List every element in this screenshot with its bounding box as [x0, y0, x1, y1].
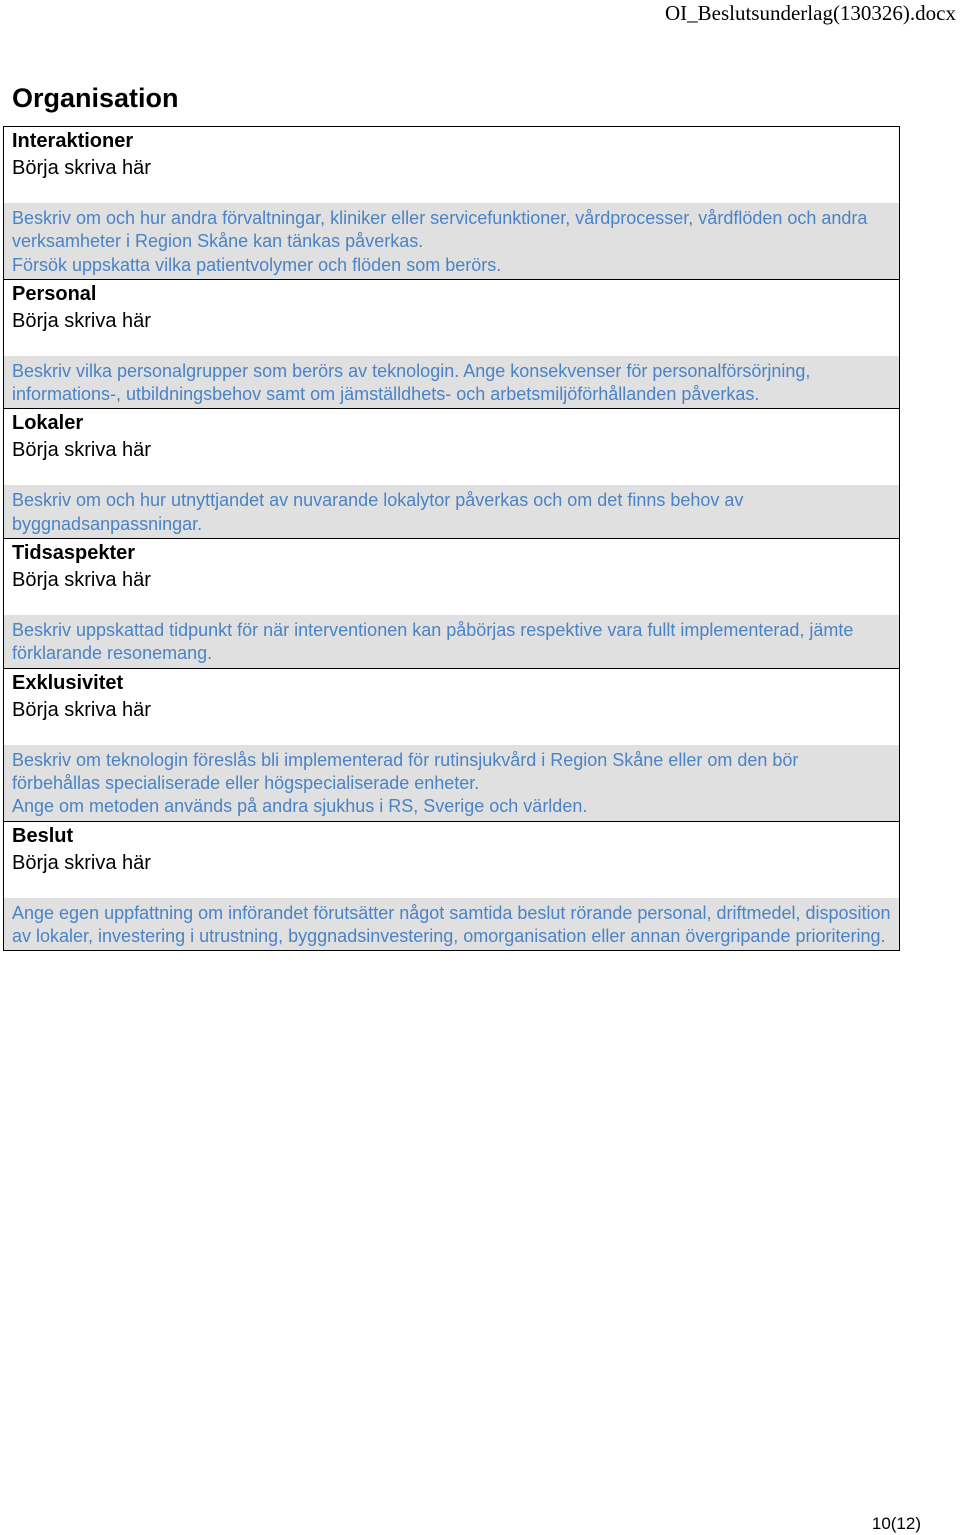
- block-label: Interaktioner: [12, 130, 134, 152]
- organisation-form: [3, 126, 900, 951]
- instruction-text: Ange egen uppfattning om införandet förutsätter något samtida beslut rörande personal, driftmedel, disposition av lokaler, investering i utrustning, byggnadsinvestering, omorganisation eller annan övergripande prioritering.: [4, 898, 899, 951]
- document-filename: OI_Beslutsunderlag(130326).docx: [664, 1, 956, 25]
- instruction-text: Beskriv om teknologin föreslås bli implementerad för rutinsjukvård i Region Skåne eller om den bör förbehållas specialiserade eller högspecialiserade enheter. Ange om metoden används på andra sjukhus i RS, Sverige och världen.: [4, 745, 899, 821]
- block-personal: [4, 280, 899, 410]
- block-interaktioner: [4, 127, 899, 280]
- instruction-text: Beskriv om och hur andra förvaltningar, kliniker eller servicefunktioner, vårdprocesser, vårdflöden och andra verksamheter i Region Skåne kan tänkas påverkas. Försök uppskatta vilka patientvolymer och flöden som berörs.: [4, 203, 899, 279]
- block-tidsaspekter: [4, 539, 899, 669]
- block-label: Lokaler: [12, 412, 84, 435]
- block-label: Beslut: [12, 824, 74, 847]
- block-beslut: [4, 822, 899, 952]
- text-input-field[interactable]: Börja skriva här: [12, 309, 151, 332]
- block-label: Tidsaspekter: [12, 542, 136, 565]
- page-number: 10(12): [871, 1514, 921, 1533]
- text-input-field[interactable]: Börja skriva här: [12, 439, 151, 462]
- text-input-field[interactable]: Börja skriva här: [12, 698, 151, 721]
- block-label: Exklusivitet: [12, 671, 124, 694]
- instruction-text: Beskriv uppskattad tidpunkt för när interventionen kan påbörjas respektive vara fullt implementerad, jämte förklarande resonemang.: [4, 615, 899, 668]
- block-label: Personal: [12, 282, 97, 305]
- block-lokaler: [4, 409, 899, 539]
- block-exklusivitet: [4, 669, 899, 822]
- section-title: Organisation: [12, 83, 179, 113]
- instruction-text: Beskriv om och hur utnyttjandet av nuvarande lokalytor påverkas och om det finns behov av byggnadsanpassningar.: [4, 485, 899, 538]
- instruction-text: Beskriv vilka personalgrupper som berörs av teknologin. Ange konsekvenser för personalförsörjning, informations-, utbildningsbehov samt om jämställdhets- och arbetsmiljöförhållanden påverkas.: [4, 356, 899, 409]
- text-input-field[interactable]: Börja skriva här: [12, 157, 151, 179]
- text-input-field[interactable]: Börja skriva här: [12, 569, 151, 592]
- text-input-field[interactable]: Börja skriva här: [12, 851, 151, 874]
